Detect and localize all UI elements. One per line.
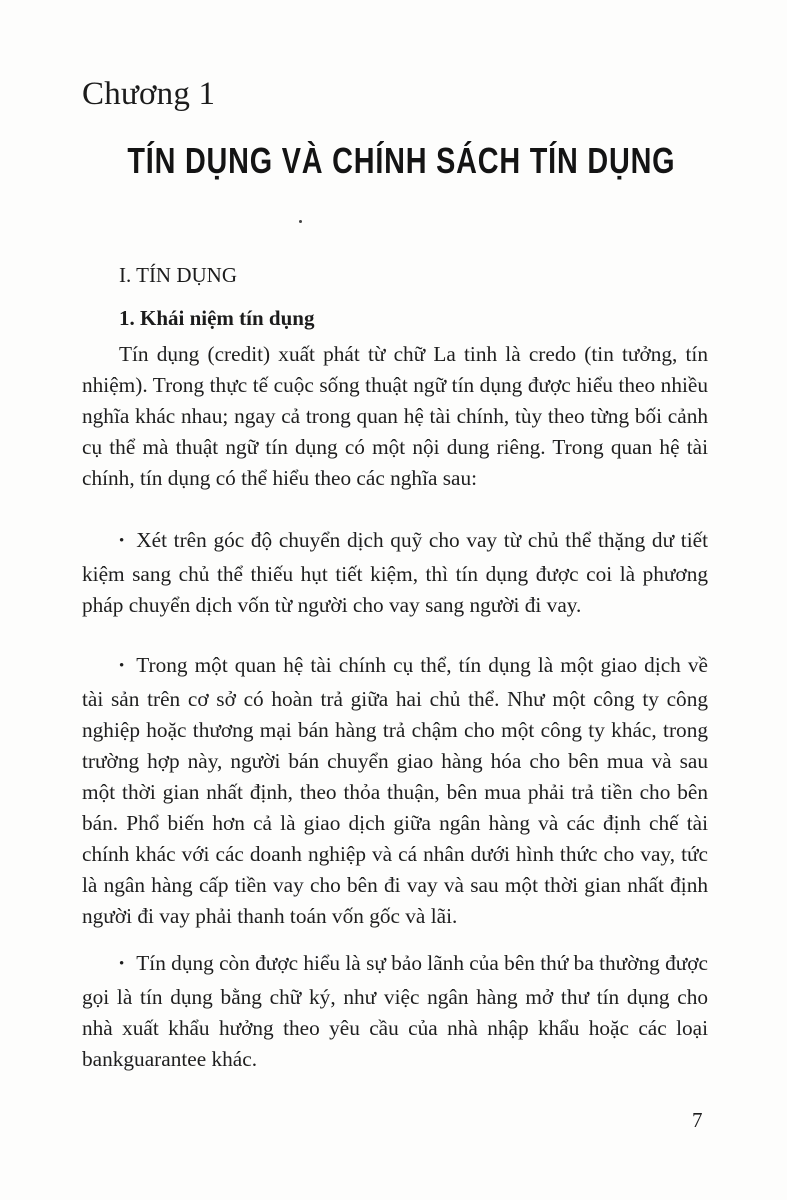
page-number: 7: [692, 1108, 703, 1132]
subsection-heading: 1. Khái niệm tín dụng: [119, 306, 315, 330]
paragraph-bullet-2: [82, 650, 708, 932]
paragraph-bullet-1: [82, 525, 708, 621]
paragraph-bullet-3: [82, 948, 708, 1075]
section-heading: I. TÍN DỤNG: [119, 263, 238, 287]
paragraph-bullet-3-text: Tín dụng còn được hiểu là sự bảo lãnh của bên thứ ba thường được gọi là tín dụng bằng chữ ký, như việc ngân hàng mở thư tín dụng cho nhà xuất khẩu hưởng theo yêu cầu của nhà nhập khẩu hoặc các loại bankguarantee khác.: [82, 951, 708, 1071]
bullet-icon: •: [119, 956, 125, 972]
paragraph-bullet-2-text: Trong một quan hệ tài chính cụ thể, tín dụng là một giao dịch về tài sản trên cơ sở có hoàn trả giữa hai chủ thể. Như một công ty công nghiệp hoặc thương mại bán hàng trả chậm cho một công ty khác, trong trường hợp này, người bán chuyển giao hàng hóa cho bên mua và sau một thời gian nhất định, theo thỏa thuận, bên mua phải trả tiền cho bên bán. Phổ biến hơn cả là giao dịch giữa ngân hàng và các định chế tài chính khác với các doanh nghiệp và cá nhân dưới hình thức cho vay, tức là ngân hàng cấp tiền vay cho bên đi vay và sau một thời gian nhất định người đi vay phải thanh toán vốn gốc và lãi.: [82, 653, 708, 928]
bullet-icon: •: [119, 658, 125, 674]
paragraph-bullet-1-text: Xét trên góc độ chuyển dịch quỹ cho vay từ chủ thể thặng dư tiết kiệm sang chủ thể thiếu hụt tiết kiệm, thì tín dụng được coi là phương pháp chuyển dịch vốn từ người cho vay sang người đi vay.: [82, 528, 708, 617]
chapter-label: Chương 1: [82, 76, 216, 112]
chapter-title: TÍN DỤNG VÀ CHÍNH SÁCH TÍN DỤNG: [127, 140, 676, 181]
print-speck: [299, 220, 302, 223]
bullet-icon: •: [119, 533, 125, 549]
paragraph-intro-text: Tín dụng (credit) xuất phát từ chữ La tinh là credo (tin tưởng, tín nhiệm). Trong thực tế cuộc sống thuật ngữ tín dụng được hiểu theo nhiều nghĩa khác nhau; ngay cả trong quan hệ tài chính, tùy theo từng bối cảnh cụ thể mà thuật ngữ tín dụng có một nội dung riêng. Trong quan hệ tài chính, tín dụng có thể hiểu theo các nghĩa sau:: [82, 342, 708, 490]
paragraph-intro: [82, 339, 708, 494]
